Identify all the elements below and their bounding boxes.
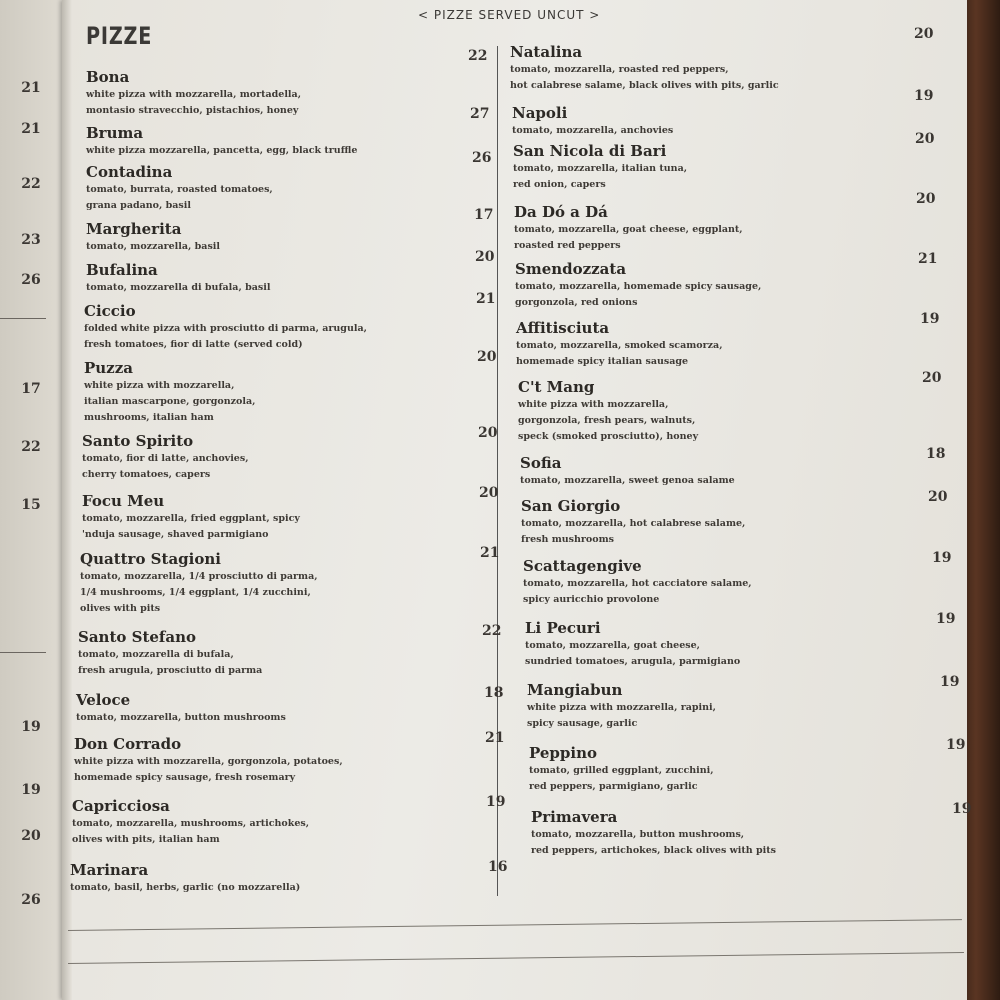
column-divider	[497, 46, 498, 896]
item-price: 21	[918, 251, 938, 267]
item-desc: roasted red peppers	[514, 240, 621, 251]
item-desc: tomato, mozzarella, sweet genoa salame	[520, 475, 735, 486]
left-page-price: 15	[21, 497, 41, 513]
item-price: 17	[474, 207, 494, 223]
item-desc: folded white pizza with prosciutto di parma, arugula,	[84, 323, 367, 334]
item-price: 20	[928, 489, 948, 505]
item-name: Veloce	[76, 691, 131, 709]
item-desc: fresh mushrooms	[521, 534, 614, 545]
item-desc: olives with pits	[80, 603, 161, 614]
item-name: Scattagengive	[523, 557, 642, 575]
menu-item	[527, 681, 716, 732]
item-price: 19	[952, 801, 972, 817]
item-desc: tomato, mozzarella, button mushrooms	[76, 712, 286, 723]
item-desc: fresh tomatoes, fior di latte (served cold)	[84, 339, 303, 350]
menu-item	[86, 163, 273, 214]
item-name: Primavera	[531, 808, 618, 826]
previous-page-strip	[0, 0, 62, 1000]
item-price: 19	[932, 550, 952, 566]
item-name: Da Dó a Dá	[514, 203, 608, 221]
item-name: Santo Stefano	[78, 628, 197, 646]
item-name: Bufalina	[86, 261, 158, 279]
item-desc: tomato, mozzarella, smoked scamorza,	[516, 340, 723, 351]
item-price: 20	[478, 425, 498, 441]
menu-item	[516, 319, 723, 370]
served-uncut-note: < PIZZE SERVED UNCUT >	[418, 8, 601, 22]
item-desc: italian mascarpone, gorgonzola,	[84, 396, 256, 407]
item-name: Sofia	[520, 454, 562, 472]
bottom-rule	[68, 919, 962, 931]
item-desc: tomato, mozzarella, goat cheese,	[525, 640, 700, 651]
item-desc: tomato, mozzarella, hot calabrese salame,	[521, 518, 746, 529]
item-desc: white pizza with mozzarella, rapini,	[527, 702, 716, 713]
item-name: Marinara	[70, 861, 149, 879]
item-name: Santo Spirito	[82, 432, 194, 450]
item-desc: tomato, mozzarella, mushrooms, artichokes,	[72, 818, 310, 829]
item-desc: red peppers, artichokes, black olives with pits	[531, 845, 776, 856]
item-name: Puzza	[84, 359, 133, 377]
item-price: 20	[915, 131, 935, 147]
item-name: Li Pecuri	[525, 619, 601, 637]
item-name: Quattro Stagioni	[80, 550, 221, 568]
menu-item	[82, 492, 300, 543]
left-page-price: 22	[21, 439, 41, 455]
page-fold	[62, 0, 72, 1000]
item-desc: tomato, mozzarella di bufala, basil	[86, 282, 271, 293]
menu-item	[518, 378, 698, 445]
menu-item	[515, 260, 761, 311]
menu-item	[76, 691, 286, 726]
item-price: 20	[914, 26, 934, 42]
menu-item	[531, 808, 776, 859]
menu-item	[72, 797, 309, 848]
menu-item	[86, 261, 270, 296]
menu-item	[525, 619, 740, 670]
item-desc: olives with pits, italian ham	[72, 834, 220, 845]
page-title: PIZZE	[86, 22, 153, 50]
menu-item	[512, 104, 673, 139]
item-desc: tomato, mozzarella, 1/4 prosciutto di parma,	[80, 571, 318, 582]
item-name: Ciccio	[84, 302, 136, 320]
menu-item	[86, 68, 301, 119]
menu-item	[521, 497, 745, 548]
item-desc: tomato, mozzarella, fried eggplant, spicy	[82, 513, 300, 524]
item-name: San Giorgio	[521, 497, 621, 515]
item-price: 18	[484, 685, 504, 701]
item-desc: tomato, mozzarella, italian tuna,	[513, 163, 688, 174]
item-price: 21	[485, 730, 505, 746]
item-name: Affitisciuta	[516, 319, 610, 337]
left-page-price: 21	[21, 80, 41, 96]
item-price: 20	[477, 349, 497, 365]
left-page-price: 22	[21, 176, 41, 192]
item-name: C't Mang	[518, 378, 595, 396]
item-price: 20	[475, 249, 495, 265]
item-name: San Nicola di Bari	[513, 142, 667, 160]
item-price: 19	[946, 737, 966, 753]
menu-item	[520, 454, 735, 489]
item-desc: tomato, mozzarella, homemade spicy sausage,	[515, 281, 762, 292]
left-page-price: 20	[21, 828, 41, 844]
item-desc: montasio stravecchio, pistachios, honey	[86, 105, 299, 116]
item-desc: homemade spicy italian sausage	[516, 356, 689, 367]
left-page-price: 23	[21, 232, 41, 248]
left-page-price: 17	[21, 381, 41, 397]
menu-item	[86, 124, 357, 159]
item-price: 20	[922, 370, 942, 386]
item-desc: tomato, grilled eggplant, zucchini,	[529, 765, 714, 776]
item-desc: grana padano, basil	[86, 200, 191, 211]
item-name: Focu Meu	[82, 492, 165, 510]
menu-item	[78, 628, 262, 679]
item-price: 19	[936, 611, 956, 627]
item-desc: white pizza with mozzarella, mortadella,	[86, 89, 302, 100]
item-name: Bona	[86, 68, 130, 86]
menu-item	[80, 550, 318, 617]
item-name: Peppino	[529, 744, 598, 762]
bottom-rule	[68, 952, 964, 964]
item-desc: spicy sausage, garlic	[527, 718, 638, 729]
menu-item	[513, 142, 687, 193]
item-price: 18	[926, 446, 946, 462]
left-page-price: 19	[21, 719, 41, 735]
item-name: Don Corrado	[74, 735, 182, 753]
item-desc: fresh arugula, prosciutto di parma	[78, 665, 263, 676]
menu-item	[74, 735, 343, 786]
item-desc: sundried tomatoes, arugula, parmigiano	[525, 656, 741, 667]
item-desc: tomato, mozzarella, button mushrooms,	[531, 829, 745, 840]
item-desc: tomato, mozzarella di bufala,	[78, 649, 234, 660]
item-desc: white pizza with mozzarella, gorgonzola, potatoes,	[74, 756, 343, 767]
item-price: 19	[486, 794, 506, 810]
item-desc: cherry tomatoes, capers	[82, 469, 211, 480]
item-desc: mushrooms, italian ham	[84, 412, 214, 423]
item-desc: 1/4 mushrooms, 1/4 eggplant, 1/4 zucchini,	[80, 587, 311, 598]
item-price: 19	[940, 674, 960, 690]
item-name: Mangiabun	[527, 681, 623, 699]
item-price: 22	[482, 623, 502, 639]
item-desc: spicy auricchio provolone	[523, 594, 660, 605]
menu-page	[62, 0, 972, 1000]
left-page-price: 19	[21, 782, 41, 798]
menu-item	[523, 557, 752, 608]
left-page-dash	[0, 652, 46, 653]
item-price: 16	[488, 859, 508, 875]
menu-item	[510, 43, 779, 94]
item-desc: tomato, burrata, roasted tomatoes,	[86, 184, 273, 195]
item-price: 26	[472, 150, 492, 166]
menu-item	[84, 302, 367, 353]
item-desc: hot calabrese salame, black olives with pits, garlic	[510, 80, 779, 91]
item-price: 20	[916, 191, 936, 207]
item-desc: homemade spicy sausage, fresh rosemary	[74, 772, 296, 783]
menu-item	[84, 359, 255, 426]
item-desc: tomato, mozzarella, anchovies	[512, 125, 674, 136]
item-desc: white pizza with mozzarella,	[84, 380, 235, 391]
item-desc: white pizza with mozzarella,	[518, 399, 669, 410]
item-name: Bruma	[86, 124, 144, 142]
item-price: 27	[470, 106, 490, 122]
left-page-price: 21	[21, 121, 41, 137]
item-desc: tomato, mozzarella, goat cheese, eggplant,	[514, 224, 743, 235]
item-name: Capricciosa	[72, 797, 170, 815]
item-price: 20	[479, 485, 499, 501]
item-desc: speck (smoked prosciutto), honey	[518, 431, 699, 442]
menu-item	[86, 220, 220, 255]
left-page-dash	[0, 318, 46, 319]
item-desc: 'nduja sausage, shaved parmigiano	[82, 529, 269, 540]
item-name: Natalina	[510, 43, 583, 61]
item-desc: tomato, fior di latte, anchovies,	[82, 453, 249, 464]
item-price: 19	[920, 311, 940, 327]
menu-item	[82, 432, 249, 483]
item-desc: tomato, mozzarella, basil	[86, 241, 221, 252]
item-desc: red onion, capers	[513, 179, 606, 190]
item-price: 19	[914, 88, 934, 104]
menu-item	[70, 861, 300, 896]
item-desc: tomato, basil, herbs, garlic (no mozzarella)	[70, 882, 301, 893]
item-desc: tomato, mozzarella, roasted red peppers,	[510, 64, 729, 75]
menu-item	[514, 203, 743, 254]
left-page-price: 26	[21, 272, 41, 288]
item-desc: gorgonzola, fresh pears, walnuts,	[518, 415, 696, 426]
item-price: 22	[468, 48, 488, 64]
item-desc: red peppers, parmigiano, garlic	[529, 781, 698, 792]
item-desc: gorgonzola, red onions	[515, 297, 638, 308]
item-desc: white pizza mozzarella, pancetta, egg, black truffle	[86, 145, 358, 156]
item-name: Napoli	[512, 104, 568, 122]
item-name: Margherita	[86, 220, 182, 238]
left-page-price: 26	[21, 892, 41, 908]
menu-item	[529, 744, 714, 795]
item-price: 21	[480, 545, 500, 561]
item-name: Contadina	[86, 163, 173, 181]
item-name: Smendozzata	[515, 260, 627, 278]
item-price: 21	[476, 291, 496, 307]
item-desc: tomato, mozzarella, hot cacciatore salame,	[523, 578, 752, 589]
